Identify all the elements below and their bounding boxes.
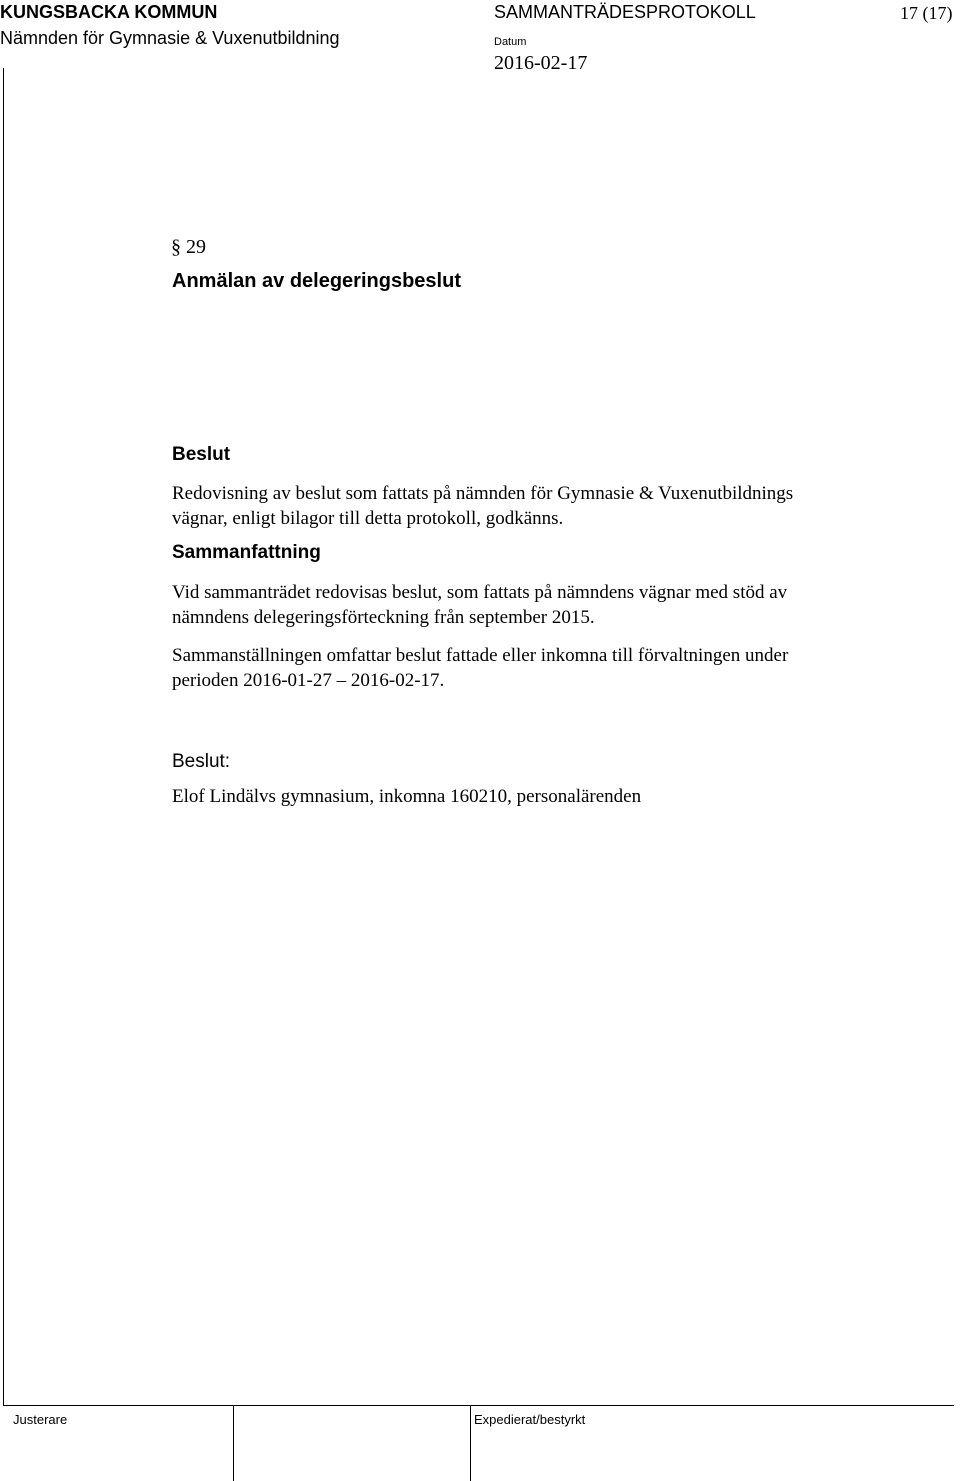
date-label: Datum	[494, 36, 527, 48]
beslut-heading: Beslut	[172, 444, 231, 465]
decision-list-label: Beslut:	[172, 751, 231, 772]
section-title: Anmälan av delegeringsbeslut	[172, 270, 461, 292]
beslut-line: Redovisning av beslut som fattats på nämnden för Gymnasie & Vuxenutbildnings	[172, 483, 794, 504]
left-margin-rule	[3, 68, 4, 1405]
summary-line: Sammanställningen omfattar beslut fattade eller inkomna till förvaltningen under	[172, 645, 789, 666]
summary-line: perioden 2016-01-27 – 2016-02-17.	[172, 670, 445, 691]
signature-footer	[3, 1405, 954, 1481]
organization-name: KUNGSBACKA KOMMUN	[0, 2, 218, 22]
paragraph-number: § 29	[171, 236, 206, 258]
page-number: 17 (17)	[900, 3, 953, 23]
meeting-date: 2016-02-17	[494, 52, 588, 74]
summary-line: nämndens delegeringsförteckning från september 2015.	[172, 607, 595, 628]
committee-name: Nämnden för Gymnasie & Vuxenutbildning	[0, 28, 340, 48]
footer-divider	[470, 1405, 471, 1481]
expedierat-label: Expedierat/bestyrkt	[474, 1412, 586, 1427]
beslut-text	[172, 481, 932, 531]
decision-item: Elof Lindälvs gymnasium, inkomna 160210, personalärenden	[172, 786, 642, 807]
document-type: SAMMANTRÄDESPROTOKOLL	[494, 2, 756, 22]
footer-rule	[3, 1405, 954, 1406]
sammanfattning-heading: Sammanfattning	[172, 542, 321, 563]
justerare-label: Justerare	[13, 1412, 68, 1427]
summary-line: Vid sammanträdet redovisas beslut, som fattats på nämndens vägnar med stöd av	[172, 582, 788, 603]
sammanfattning-text	[172, 580, 932, 693]
footer-divider	[233, 1405, 234, 1481]
beslut-line: vägnar, enligt bilagor till detta protokoll, godkänns.	[172, 508, 564, 529]
